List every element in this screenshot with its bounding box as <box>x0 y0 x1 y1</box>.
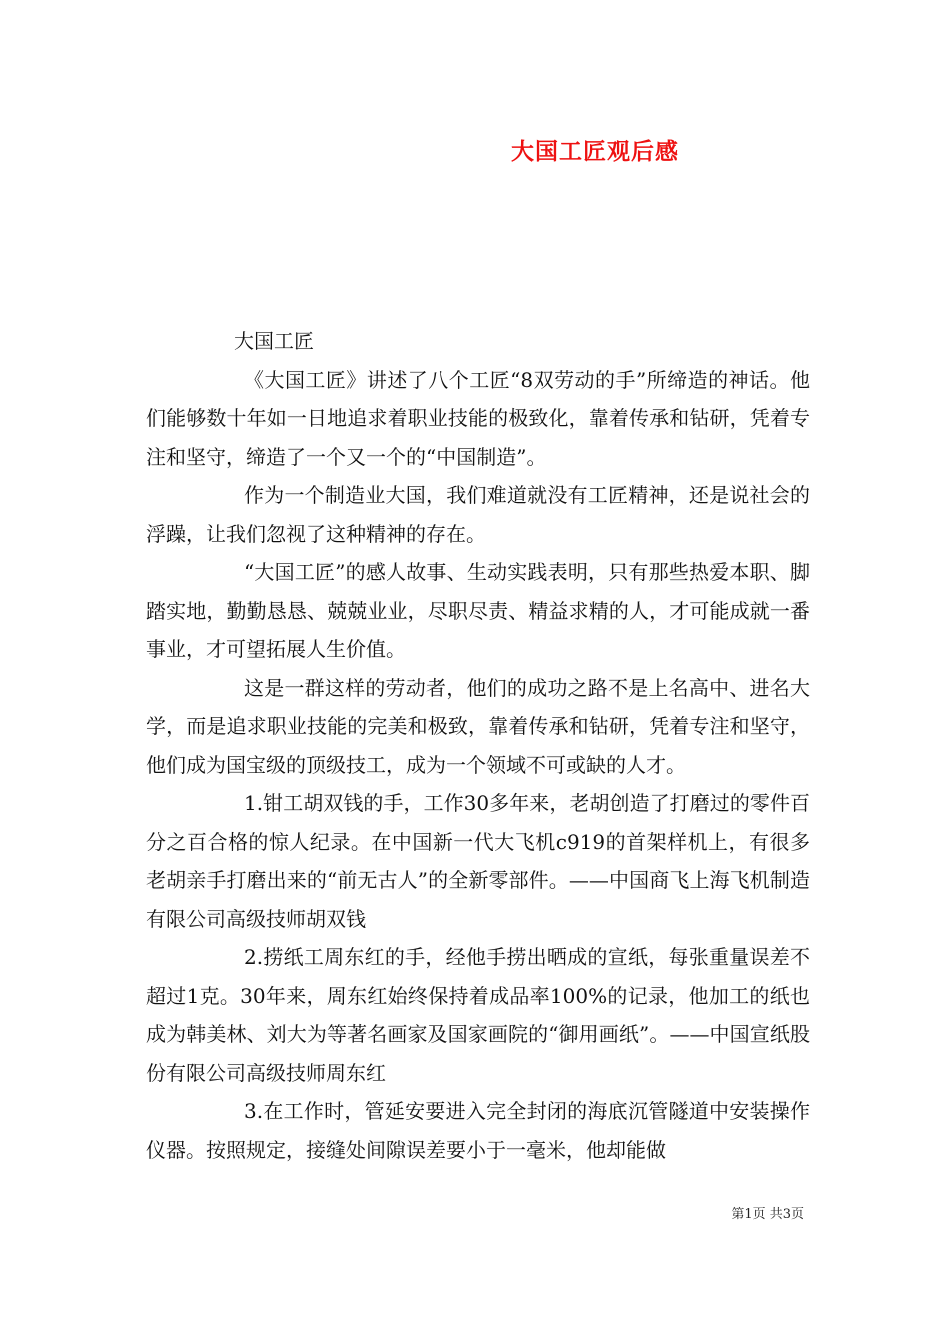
paragraph-item-1: 1.钳工胡双钱的手，工作30多年来，老胡创造了打磨过的零件百分之百合格的惊人纪录。在中国新一代大飞机c919的首架样机上，有很多老胡亲手打磨出来的“前无古人”的全新零部件。——中国商飞上海飞机制造有限公司高级技师胡双钱 <box>146 791 810 931</box>
paragraph-item-2: 2.捞纸工周东红的手，经他手捞出晒成的宣纸，每张重量误差不超过1克。30年来，周东红始终保持着成品率100%的记录，他加工的纸也成为韩美林、刘大为等著名画家及国家画院的“御用画纸”。——中国宣纸股份有限公司高级技师周东红 <box>146 945 810 1085</box>
page-number-footer: 第1页 共3页 <box>731 1207 804 1222</box>
document-title: 大国工匠观后感 <box>511 138 679 165</box>
paragraph-item-3: 3.在工作时，管延安要进入完全封闭的海底沉管隧道中安装操作仪器。按照规定，接缝处间隙误差要小于一毫米，他却能做 <box>146 1099 810 1162</box>
paragraph-workers: 这是一群这样的劳动者，他们的成功之路不是上名高中、进名大学，而是追求职业技能的完美和极致，靠着传承和钻研，凭着专注和坚守，他们成为国宝级的顶级技工，成为一个领域不可或缺的人才。 <box>146 675 810 777</box>
paragraph-stories: “大国工匠”的感人故事、生动实践表明，只有那些热爱本职、脚踏实地，勤勤恳恳、兢兢业业，尽职尽责、精益求精的人，才可能成就一番事业，才可望拓展人生价值。 <box>146 560 810 661</box>
document-subtitle: 大国工匠 <box>234 329 314 353</box>
paragraph-intro: 《大国工匠》讲述了八个工匠“8双劳动的手”所缔造的神话。他们能够数十年如一日地追求着职业技能的极致化，靠着传承和钻研，凭着专注和坚守，缔造了一个又一个的“中国制造”。 <box>146 367 810 469</box>
document-body <box>146 322 810 1169</box>
paragraph-question: 作为一个制造业大国，我们难道就没有工匠精神，还是说社会的浮躁，让我们忽视了这种精神的存在。 <box>146 483 810 546</box>
